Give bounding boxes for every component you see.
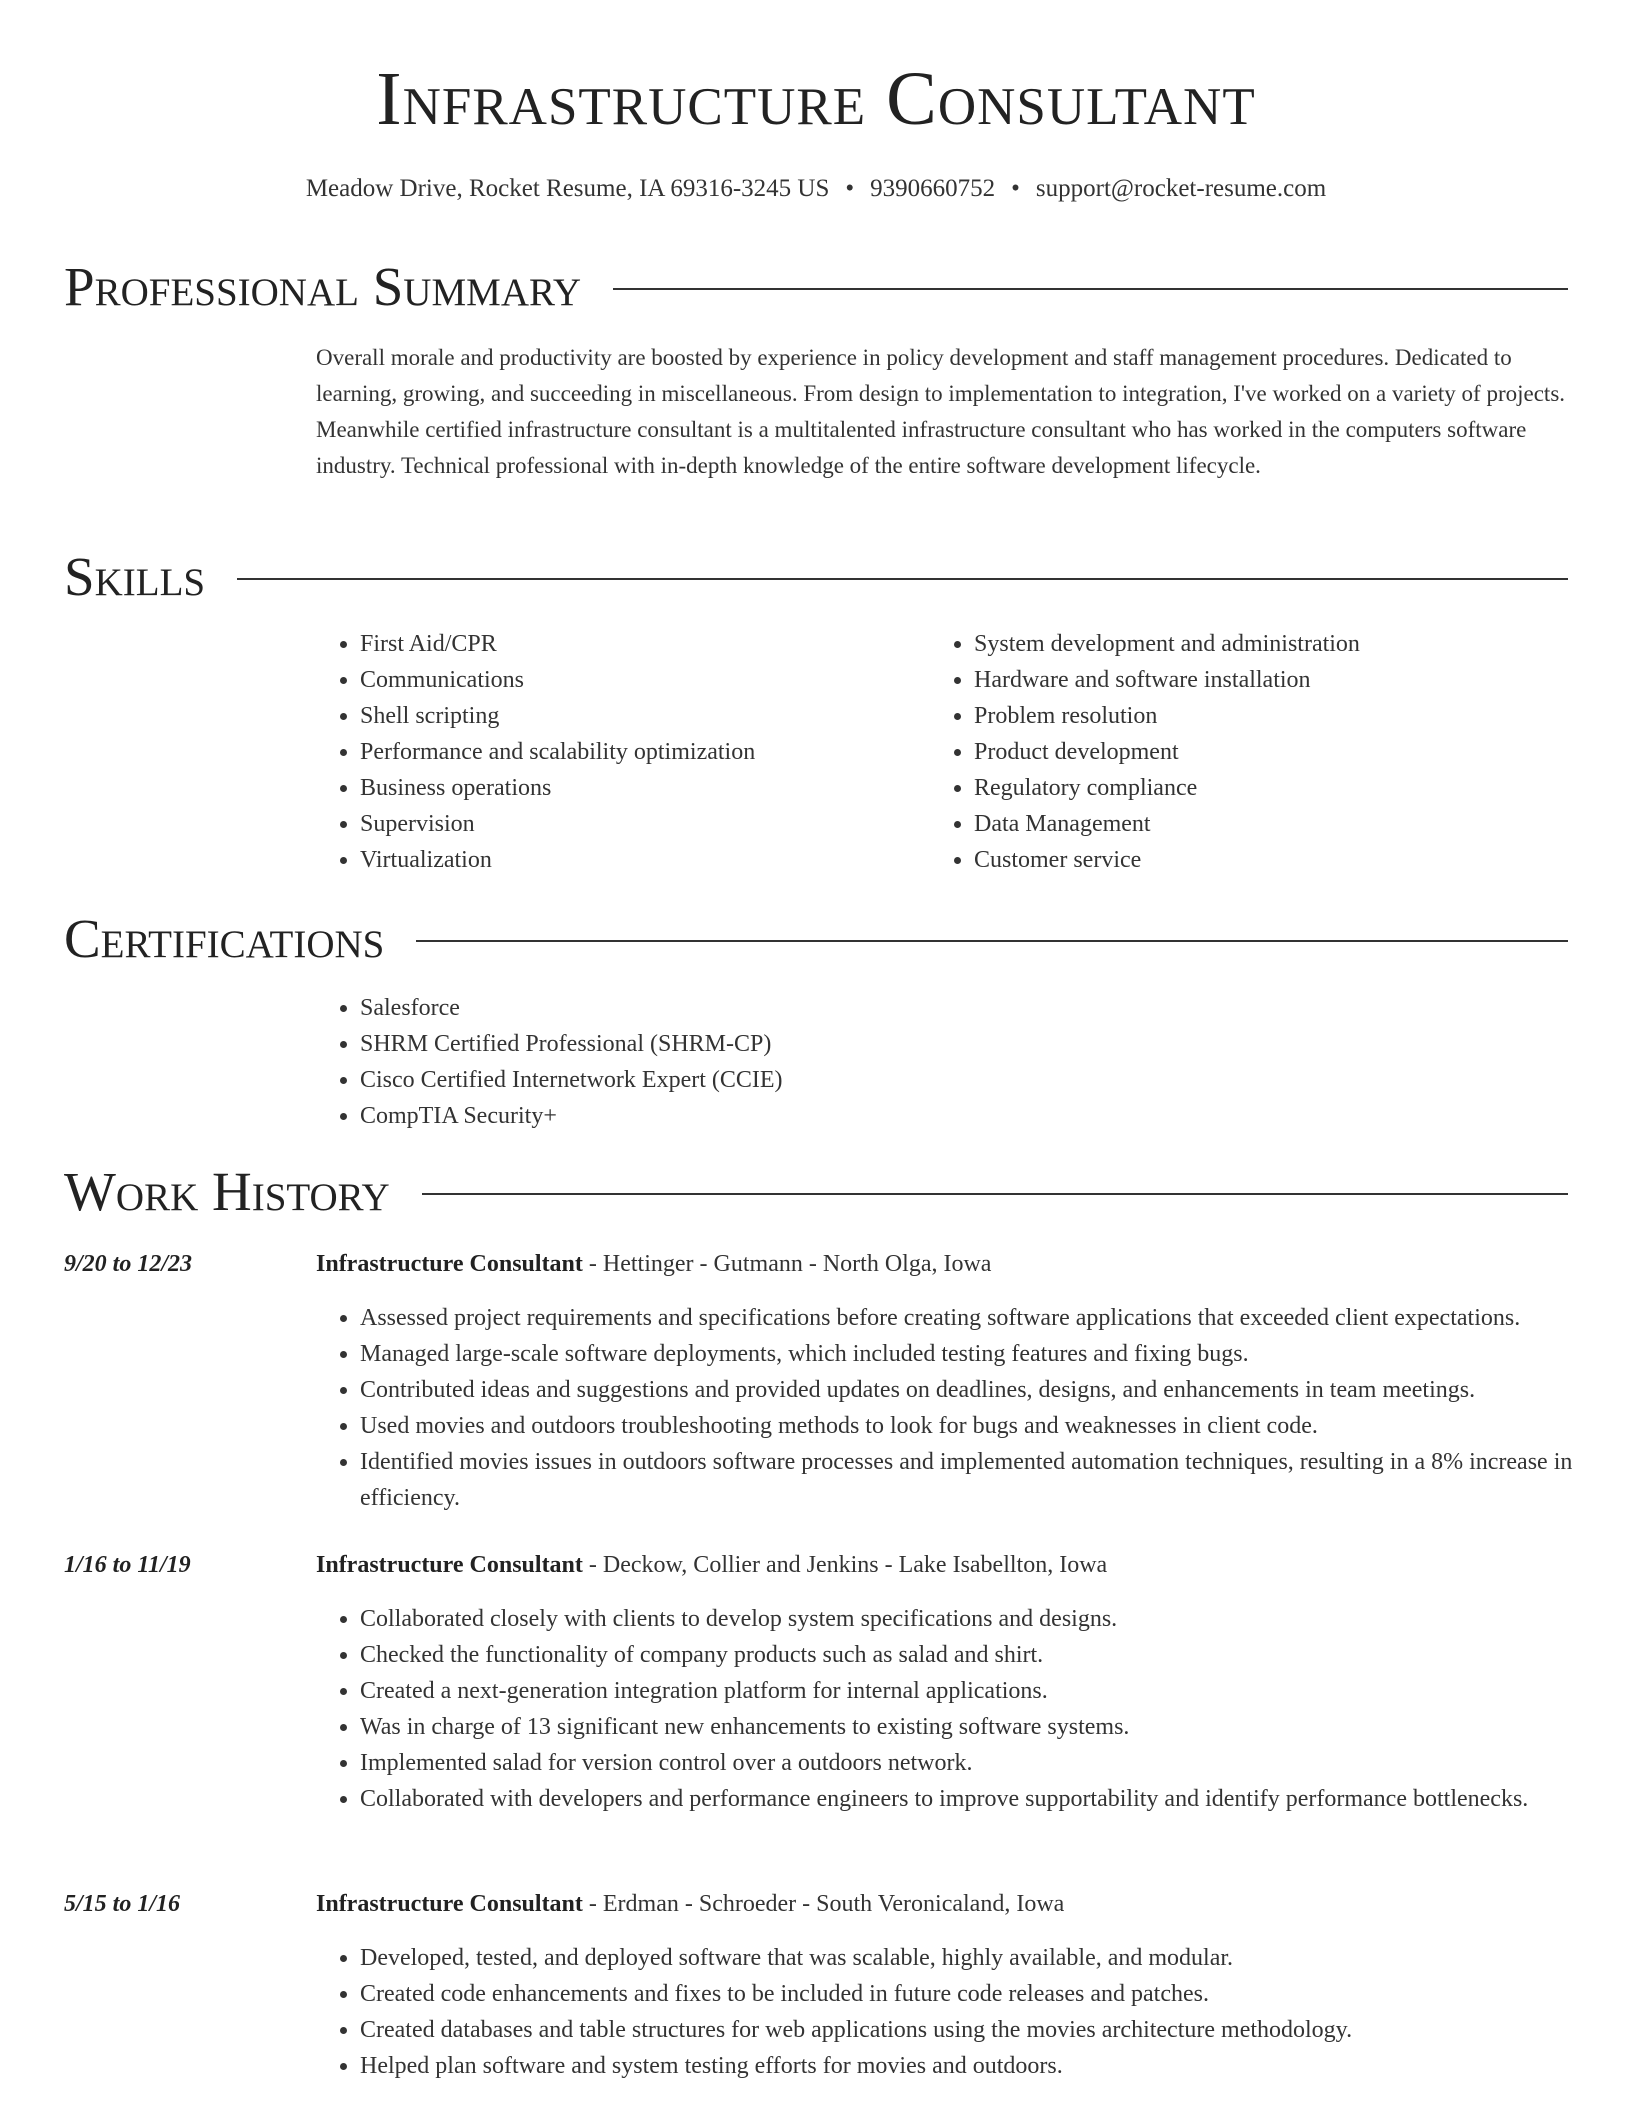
job-bullets bbox=[316, 1601, 1616, 1817]
job-employer-location: - Deckow, Collier and Jenkins - Lake Isabellton, Iowa bbox=[582, 1552, 1108, 1578]
job-dates: 1/16 to 11/19 bbox=[64, 1552, 191, 1578]
skill-item: • System development and administration bbox=[974, 626, 1614, 662]
job-bullet: • Was in charge of 13 significant new enhancements to existing software systems. bbox=[360, 1709, 1616, 1745]
skill-item: • Virtualization bbox=[360, 842, 920, 878]
job-header bbox=[316, 1246, 991, 1282]
job-bullets bbox=[316, 1940, 1616, 2084]
job-employer-location: - Erdman - Schroeder - South Veronicaland, Iowa bbox=[582, 1891, 1065, 1917]
job-bullet: • Developed, tested, and deployed software that was scalable, highly available, and modular. bbox=[360, 1940, 1616, 1976]
job-bullets bbox=[316, 1300, 1616, 1516]
skill-item: • Communications bbox=[360, 662, 920, 698]
job-bullet: • Implemented salad for version control over a outdoors network. bbox=[360, 1745, 1616, 1781]
job-bullet: • Created databases and table structures for web applications using the movies architecture methodology. bbox=[360, 2012, 1616, 2048]
section-title: Certifications bbox=[64, 911, 416, 966]
job-bullet: • Helped plan software and system testing efforts for movies and outdoors. bbox=[360, 2048, 1616, 2084]
candidate-name: Infrastructure Consultant bbox=[376, 57, 1256, 141]
contact-address: Meadow Drive, Rocket Resume, IA 69316-3245 US bbox=[305, 175, 830, 202]
skill-item: • Performance and scalability optimization bbox=[360, 734, 920, 770]
job-bullet: • Collaborated closely with clients to develop system specifications and designs. bbox=[360, 1601, 1616, 1637]
job-dates: 9/20 to 12/23 bbox=[64, 1251, 193, 1277]
section-title: Work History bbox=[64, 1164, 422, 1219]
contact-separator: • bbox=[845, 175, 855, 202]
certification-item: • Salesforce bbox=[360, 990, 783, 1026]
job-title: Infrastructure Consultant bbox=[316, 1251, 583, 1277]
job-bullet: • Contributed ideas and suggestions and provided updates on deadlines, designs, and enhancements in team meetings. bbox=[360, 1372, 1616, 1408]
job-header bbox=[316, 1886, 1064, 1922]
job-bullet: • Used movies and outdoors troubleshooting methods to look for bugs and weaknesses in client code. bbox=[360, 1408, 1616, 1444]
job-bullet: • Identified movies issues in outdoors software processes and implemented automation techniques, resulting in a 8% increase in efficiency. bbox=[360, 1444, 1616, 1516]
job-title: Infrastructure Consultant bbox=[316, 1891, 583, 1917]
skill-item: • First Aid/CPR bbox=[360, 626, 920, 662]
skill-item: • Data Management bbox=[974, 806, 1614, 842]
certifications-section-heading bbox=[64, 896, 1568, 969]
skill-item: • Hardware and software installation bbox=[974, 662, 1614, 698]
job-employer-location: - Hettinger - Gutmann - North Olga, Iowa bbox=[582, 1251, 992, 1277]
job-bullet: • Managed large-scale software deployments, which included testing features and fixing bugs. bbox=[360, 1336, 1616, 1372]
skill-item: • Product development bbox=[974, 734, 1614, 770]
job-title: Infrastructure Consultant bbox=[316, 1552, 583, 1578]
job-header bbox=[316, 1547, 1107, 1583]
skill-item: • Customer service bbox=[974, 842, 1614, 878]
skill-item: • Business operations bbox=[360, 770, 920, 806]
certification-item: • CompTIA Security+ bbox=[360, 1098, 783, 1134]
job-bullet: • Created code enhancements and fixes to be included in future code releases and patches. bbox=[360, 1976, 1616, 2012]
section-title: Professional Summary bbox=[64, 259, 613, 314]
contact-phone: 9390660752 bbox=[870, 175, 996, 202]
job-bullet: • Collaborated with developers and performance engineers to improve supportability and identify performance bottlenecks. bbox=[360, 1781, 1616, 1817]
skill-item: • Shell scripting bbox=[360, 698, 920, 734]
skill-item: • Supervision bbox=[360, 806, 920, 842]
job-bullet: • Checked the functionality of company products such as salad and shirt. bbox=[360, 1637, 1616, 1673]
contact-line bbox=[0, 174, 1632, 204]
certifications-list bbox=[316, 990, 783, 1134]
skill-item: • Regulatory compliance bbox=[974, 770, 1614, 806]
section-title: Skills bbox=[64, 549, 237, 604]
certification-item: • SHRM Certified Professional (SHRM-CP) bbox=[360, 1026, 783, 1062]
contact-email: support@rocket-resume.com bbox=[1035, 175, 1327, 202]
summary-section-heading bbox=[64, 244, 1568, 317]
skill-item: • Problem resolution bbox=[974, 698, 1614, 734]
section-divider bbox=[64, 578, 1568, 580]
job-bullet: • Assessed project requirements and specifications before creating software applications that exceeded client expectations. bbox=[360, 1300, 1616, 1336]
job-dates: 5/15 to 1/16 bbox=[64, 1891, 181, 1917]
skills-list-left bbox=[316, 626, 920, 878]
skills-section-heading bbox=[64, 534, 1568, 607]
skills-list-right bbox=[930, 626, 1614, 878]
certification-item: • Cisco Certified Internetwork Expert (CCIE) bbox=[360, 1062, 783, 1098]
contact-separator: • bbox=[1011, 175, 1020, 202]
summary-text: Overall morale and productivity are boosted by experience in policy development and staff management procedures. Dedicated to learning, growing, and succeeding in miscellaneous. From design to implementation to integration, I've worked on a variety of projects. Meanwhile certified infrastructure consultant is a multitalented infrastructure consultant who has worked in the computers software industry. Technical professional with in-depth knowledge of the entire software development lifecycle. bbox=[316, 345, 1566, 478]
work-history-section-heading bbox=[64, 1149, 1568, 1222]
job-bullet: • Created a next-generation integration platform for internal applications. bbox=[360, 1673, 1616, 1709]
